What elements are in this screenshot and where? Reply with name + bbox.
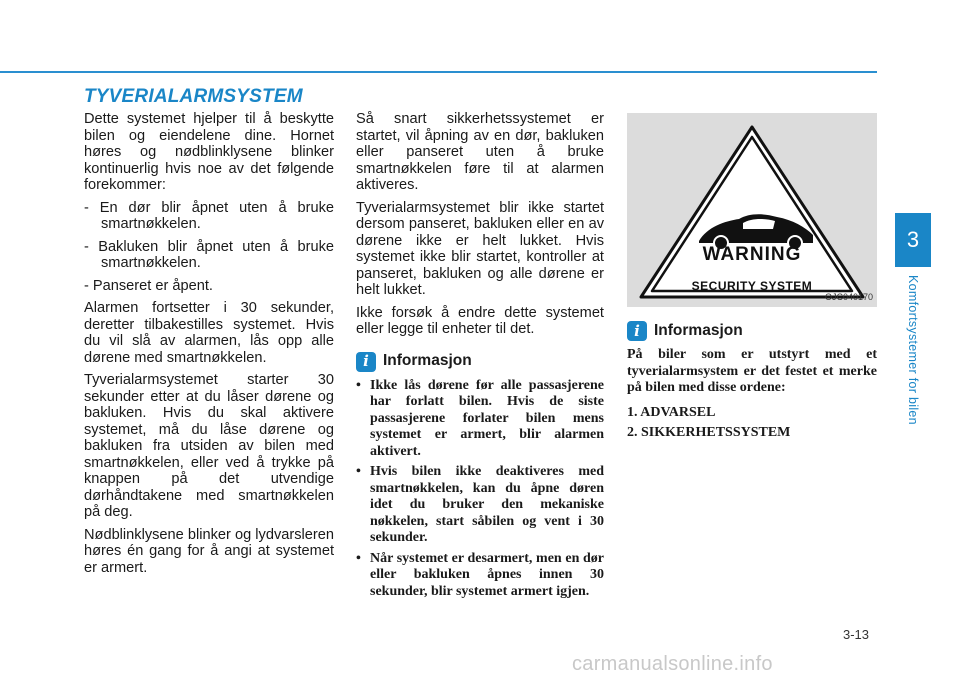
info-bullet-item [356,464,604,547]
section-title: TYVERIALARMSYSTEM [84,86,303,107]
bullet-marker: • [356,464,361,479]
info-bullet-list [356,378,604,601]
chapter-label [902,275,924,433]
activation-paragraph: Tyverialarmsystemet starter 30 sekunder etter at du låser dørene og bakluken. Hvis du skal aktivere systemet, må du låse dørene og bakluken fra utsiden av bilen med smartnøkkelen, eller ved å trykke på knappen på det utvendige dørhåndtakene med smartnøkkelen på deg. [84,372,334,520]
page-number: 3-13 [843,627,870,642]
bullet-text: Når systemet er desarmert, men en dør eller bakluken åpnes innen 30 sekunder, blir systemet armert igjen. [370,550,604,599]
info-icon: i [356,352,376,372]
chapter-label-text: Komfortsystemer for bilen [906,275,920,425]
warning-label-figure [627,113,877,307]
column-2 [356,111,604,604]
info-icon: i [627,321,647,341]
info-title: Informasjon [654,321,743,339]
bullet-text: Ikke lås dørene før alle passasjerene har forlatt bilen. Hvis de siste passasjerene forlater bilen mens systemet er armert, blir alarmen aktivert. [370,377,604,459]
modify-warning-paragraph: Ikke forsøk å endre dette systemet eller legge til enheter til det. [356,304,604,337]
info-bullet-item [356,551,604,601]
top-rule [0,71,877,73]
bullet-marker: • [356,377,361,393]
alarm-duration-paragraph: Alarmen fortsetter i 30 sekunder, deretter tilbakestilles systemet. Hvis du vil slå av alarmen, lås opp alle dørene med smartnøkkelen. [84,300,334,366]
info-body [627,347,877,442]
condition-item: - En dør blir åpnet uten å bruke smartnøkkelen. [84,199,334,232]
condition-item: - Panseret er åpent. [84,277,213,294]
condition-item: - Bakluken blir åpnet uten å bruke smartnøkkelen. [84,238,334,271]
figure-code: OJC040170 [824,291,873,302]
trigger-paragraph: Så snart sikkerhetssystemet er startet, vil åpning av en dør, bakluken eller panseret uten å bruke smartnøkkelen føre til at alarmen aktiveres. [356,111,604,193]
bullet-marker: • [356,550,361,566]
info-title: Informasjon [383,352,472,370]
info-text: På biler som er utstyrt med et tyverialarmsystem er det festet et merke på bilen med disse ordene: [627,347,877,395]
armed-indication-paragraph: Nødblinklysene blinker og lydvarsleren høres én gang for å angi at systemet er armert. [84,526,334,576]
intro-paragraph: Dette systemet hjelper til å beskytte bilen og eiendelene dine. Hornet høres og nødblinklysene blinker kontinuerlig hvis noe av det følgende forekommer: [84,111,334,193]
warning-text: WARNING [702,244,802,265]
column-1 [84,111,334,582]
chapter-tab: 3 [895,213,931,267]
column-3 [627,111,877,442]
label-word-item: 2. SIKKERHETSSYSTEM [627,425,791,440]
watermark: carmanualsonline.info [572,653,773,675]
info-bullet-item [356,378,604,461]
not-started-paragraph: Tyverialarmsystemet blir ikke startet dersom panseret, bakluken eller en av dørene ikke er helt lukket. Hvis systemet ikke blir startet, kontroller at panseret, bakluken og alle dørene er helt lukket. [356,199,604,298]
info-header [356,352,604,372]
info-header [627,321,877,341]
bullet-text: Hvis bilen ikke deaktiveres med smartnøkkelen, kan du åpne døren idet du bruker den mekaniske nøkkelen, start såbilen og vent i 30 sekunder. [370,464,604,545]
label-word-item: 1. ADVARSEL [627,404,716,420]
security-system-text: SECURITY SYSTEM [691,279,813,293]
